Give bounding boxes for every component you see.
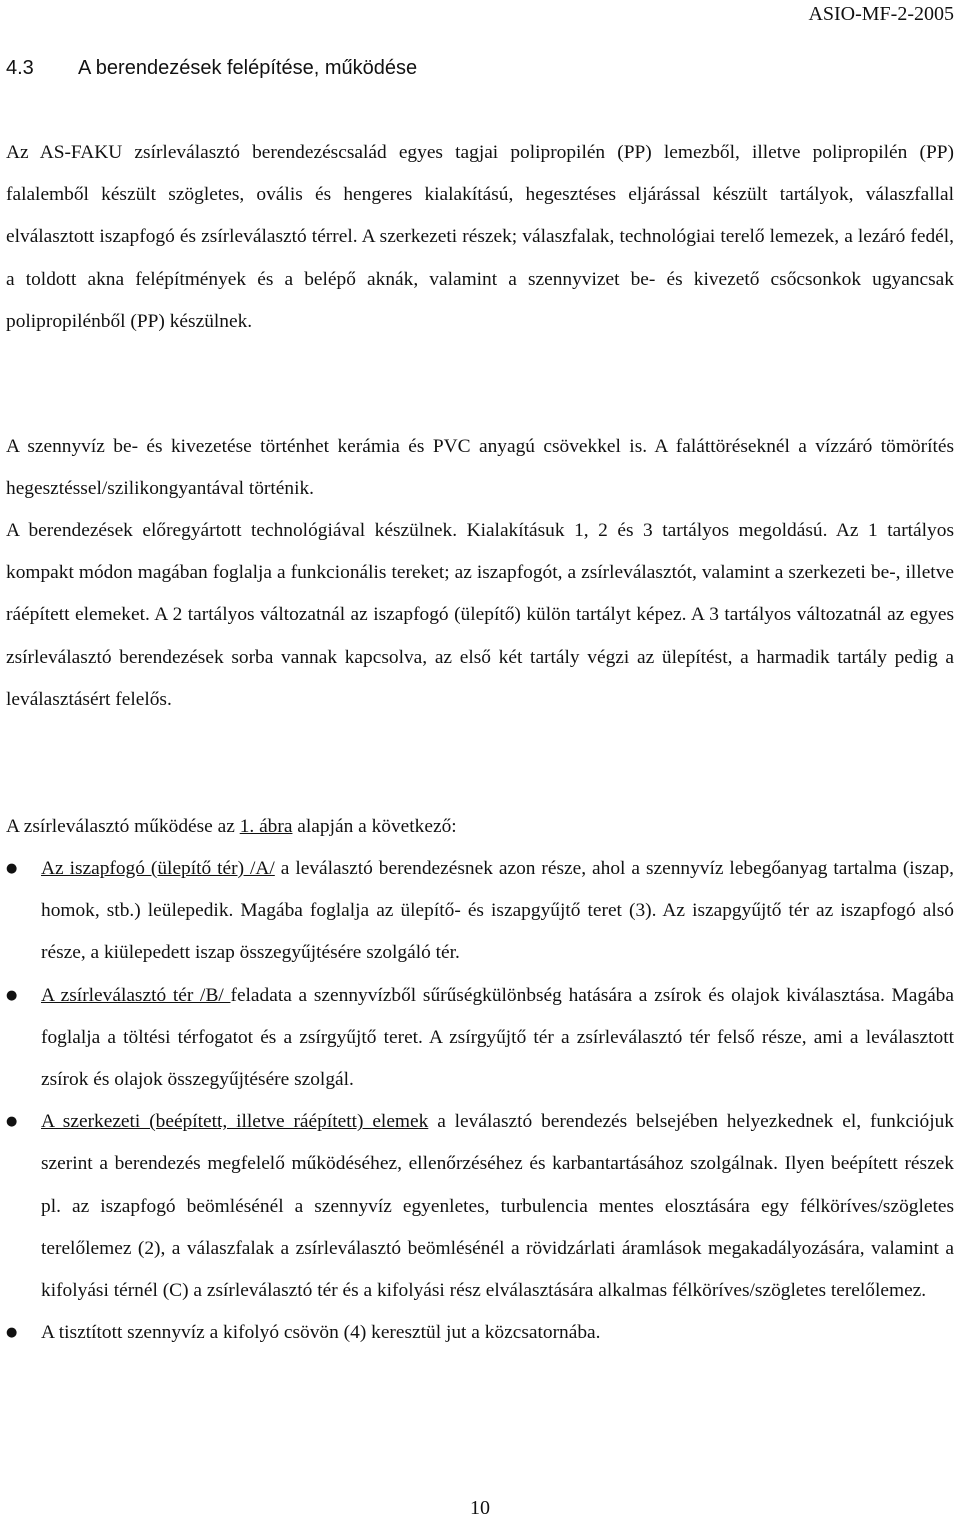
- paragraph-inlet-outlet: A szennyvíz be- és kivezetése történhet kerámia és PVC anyagú csövekkel is. A faláttöréseknél a vízzáró tömörítés hegesztéssel/szilikongyantával történik.: [6, 436, 954, 500]
- operation-bullet-list: [6, 848, 954, 1354]
- operation-intro-prefix: A zsírleválasztó működése az: [6, 816, 240, 837]
- list-item-term: A zsírleválasztó tér /B/: [41, 984, 231, 1006]
- list-item-text: feladata a szennyvízből sűrűségkülönbség hatására a zsírok és olajok kiválasztása. Magába foglalja a töltési térfogatot és a zsírgyűjtő teret. A zsírgyűjtő tér a zsírleválasztó tér felső része, ami a leválasztott zsírok és olajok összegyűjtésére szolgál.: [41, 984, 954, 1091]
- section-title: A berendezések felépítése, működése: [78, 57, 418, 79]
- bullet-icon: ●: [6, 987, 18, 1003]
- list-item-text: a leválasztó berendezés belsejében helyezkednek el, funkciójuk szerint a berendezés megfelelő működéséhez, ellenőrzéséhez és karbantartásához szolgálnak. Ilyen beépített részek pl. az iszapfogó beömlésénél a szennyvíz egyenletes, turbulencia mentes elosztására egy félköríves/szögletes terelőlemez (2), a válaszfalak a zsírleválasztó beömlésénél a rövidzárlati áramlások megakadályozására, valamint a kifolyási térnél (C) a zsírleválasztó tér és a kifolyási rész elválasztására alkalmas félköríves/szögletes terelőlemez.: [41, 1111, 954, 1302]
- list-item-term: Az iszapfogó (ülepítő tér) /A/: [41, 858, 275, 879]
- section-number: 4.3: [6, 57, 34, 79]
- list-item-text: a leválasztó berendezésnek azon része, ahol a szennyvíz lebegőanyag tartalma (iszap, homok, stb.) leülepedik. Magába foglalja az ülepítő- és iszapgyűjtő teret (3). Az iszapgyűjtő tér az iszapfogó alsó része, a kiülepedett iszap összegyűjtésére szolgáló tér.: [41, 858, 954, 964]
- figure-reference-link[interactable]: 1. ábra: [239, 816, 293, 837]
- paragraph-operation-intro: [6, 806, 954, 848]
- section-heading: [6, 54, 417, 82]
- paragraph-construction: Az AS-FAKU zsírleválasztó berendezéscsalád egyes tagjai polipropilén (PP) lemezből, illetve polipropilén (PP) falalemből készült szögletes, ovális és hengeres kialakítású, hegesztéses eljárással készült tartályok, válaszfallal elválasztott iszapfogó és zsírleválasztó térrel. A szerkezeti részek; válaszfalak, technológiai terelő lemezek, a lezáró fedél, a toldott akna felépítmények és a belépő aknák, valamint a szennyvizet be- és kivezető csőcsonkok ugyancsak polipropilénből (PP) készülnek.: [6, 142, 954, 332]
- list-item-treated-outflow: [6, 1312, 954, 1354]
- list-item-term: A szerkezeti (beépített, illetve ráépített) elemek: [41, 1111, 429, 1133]
- bullet-icon: ●: [6, 1114, 18, 1130]
- list-item-text: A tisztított szennyvíz a kifolyó csövön (4) keresztül jut a közcsatornába.: [41, 1322, 601, 1344]
- operation-intro-middle: alapján a következő: [292, 816, 452, 837]
- list-item-sludge-trap: [6, 848, 954, 975]
- operation-intro-suffix: :: [451, 816, 457, 837]
- bullet-icon: ●: [6, 861, 18, 876]
- list-item-structural-elements: [6, 1101, 954, 1312]
- page-number: 10: [470, 1497, 490, 1519]
- document-id: ASIO-MF-2-2005: [808, 3, 954, 25]
- list-item-grease-separator: [6, 975, 954, 1102]
- paragraph-tank-variants: A berendezések előregyártott technológiával készülnek. Kialakításuk 1, 2 és 3 tartályos megoldású. Az 1 tartályos kompakt módon magában foglalja a funkcionális tereket; az iszapfogót, a zsírleválasztót, valamint a szerkezeti be-, illetve ráépített elemeket. A 2 tartályos változatnál az iszapfogó (ülepítő) külön tartályt képez. A 3 tartályos változatnál az egyes zsírleválasztó berendezések sorba vannak kapcsolva, az első két tartály végzi az ülepítést, a harmadik tartály pedig a leválasztásért felelős.: [6, 520, 954, 710]
- bullet-icon: ●: [6, 1325, 18, 1341]
